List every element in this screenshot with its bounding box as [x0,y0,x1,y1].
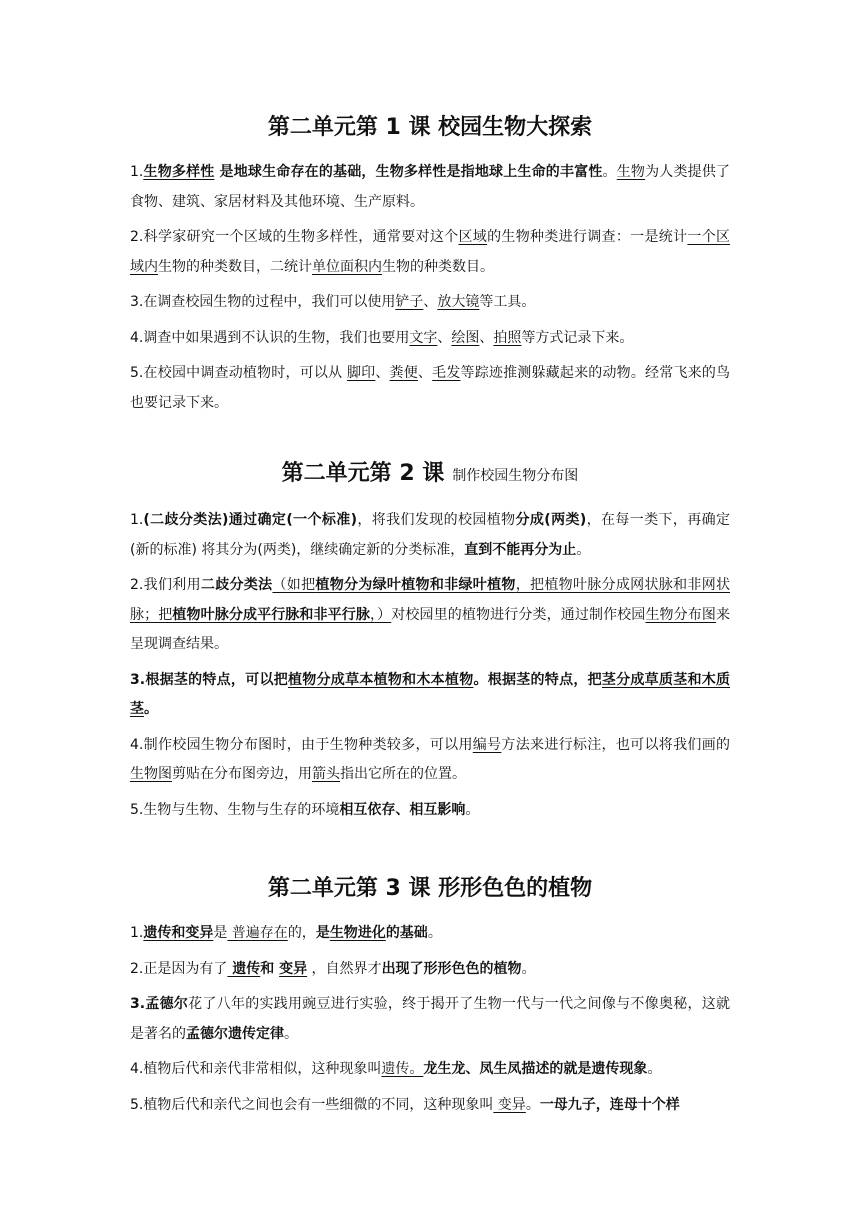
text-run: 1. [130,925,144,941]
text-run: 一个区域内 [130,229,731,275]
text-run: 箭头 [312,766,340,782]
text-run: 文字 [409,329,438,346]
section-lesson-2 [130,458,730,831]
text-run: 。 [647,1061,662,1077]
section-heading [130,112,730,144]
text-run: (二歧分类法)通过确定(一个标准) [143,512,357,528]
text-run: 5.生物与生物、生物与生存的环境 [130,801,340,818]
heading-main: 第二单元第 1 课 校园生物大探索 [267,115,593,140]
paragraph-list [130,506,730,825]
text-run: 拍照 [493,329,522,346]
text-run: 2.科学家研究一个区域的生物多样性，通常要对这个 [130,229,459,245]
text-run: 。 [284,1025,298,1042]
text-run: 植物叶脉分成平行脉和非平行脉 [172,606,371,623]
text-run: 分成(两类) [515,512,587,528]
text-run: ，自然界才 [307,960,382,977]
list-item [130,919,730,949]
text-run: 4.制作校园生物分布图时，由于生物种类较多，可以用 [130,736,473,753]
text-run: 生物 [616,164,646,180]
text-run: 是地球生命存在的基础，生物多样性是指地球上生命的丰富性 [214,164,603,180]
text-run: 、 [437,329,452,346]
text-run: 3.根据茎的特点，可以把 [130,671,288,688]
heading-subtitle: 制作校园生物分布图 [452,468,579,484]
text-run: 铲子 [395,294,424,310]
text-run: ，将我们发现的校园植物 [357,512,516,528]
text-run: 2.正是因为有了 [130,960,228,977]
list-item [130,359,730,418]
text-run: 5.植物后代和亲代之间也会有一些细微的不同，这种现象叫 [130,1096,494,1113]
text-run: 茎分成草质茎和木质茎 [130,671,731,717]
text-run: 植物分为绿叶植物和非绿叶植物 [315,577,516,593]
text-run: ，） [370,606,392,623]
text-run: 。根据茎的特点，把 [473,671,602,688]
text-run: 。 [427,925,442,941]
text-run: 绘图 [451,329,480,346]
text-run: 二歧分类法 [200,577,273,593]
text-run: 遗传 [227,960,261,977]
text-run: 编号 [472,736,502,753]
text-run: 方法来进行标注，也可以将我们画的 [501,736,731,753]
paragraph-list [130,919,730,1120]
text-run: 区域 [458,229,488,245]
text-run: 生物的种类数目，二统计 [158,258,312,275]
text-run: 。 [576,541,591,558]
text-run: 3.孟德尔 [130,996,189,1012]
heading-main: 第二单元第 3 课 形形色色的植物 [267,876,593,901]
text-run: 为人类提供了食物、建筑、家居材料及其他环境、生产原料。 [130,164,731,210]
text-run: 4.植物后代和亲代非常相似，这种现象叫 [130,1061,382,1077]
text-run: 孟德尔遗传定律 [186,1025,284,1042]
text-run: 生物进化 [329,925,386,941]
text-run: 1. [130,164,144,180]
text-run: 直到不能再分为止 [464,541,577,558]
text-run: 粪便 [389,365,418,381]
text-run: 。 [602,164,617,180]
text-run: 等方式记录下来。 [521,329,634,346]
text-run: 是 [315,925,330,941]
text-run: 脚印 [346,365,376,381]
text-run: 2.我们利用 [130,577,201,593]
section-lesson-1 [130,112,730,424]
heading-main: 第二单元第 2 课 [281,461,445,486]
section-lesson-3 [130,873,730,1126]
text-run: 等踪迹推测躲藏起来的动物。经常飞来的鸟也要记录下来。 [130,365,731,411]
text-run: 。 [521,960,536,977]
text-run: 龙生龙、凤生凤描述的就是遗传现象 [423,1061,648,1077]
list-item [130,288,730,318]
list-item [130,955,730,985]
text-run: 。 [144,701,158,717]
text-run: （如把 [272,577,316,593]
text-run: 植物分成草本植物和木本植物 [288,671,474,688]
text-run: 剪贴在分布图旁边，用 [172,766,312,782]
text-run: 生物多样性 [143,164,215,180]
list-item [130,731,730,790]
text-run: ，把植物叶脉分成网状脉和非网状脉；把 [130,577,731,623]
text-run: 、 [417,365,433,381]
text-run: 指出它所在的位置。 [340,766,466,782]
text-run: 毛发 [432,365,461,381]
list-item [130,796,730,826]
text-run: 对校园里的植物进行分类，通过制作校园 [391,606,646,623]
list-item [130,990,730,1049]
text-run: 花了八年的实践用豌豆进行实验，终于揭开了生物一代与一代之间像与不像奥秘，这就是著名的 [130,996,731,1042]
list-item [130,223,730,282]
text-run: 来呈现调查结果。 [130,606,731,652]
text-run: 普遍存在 [227,925,288,941]
list-item [130,324,730,354]
list-item [130,158,730,217]
text-run: 、 [479,329,494,346]
text-run: 变异 [279,960,308,977]
text-run: 3.在调查校园生物的过程中，我们可以使用 [130,294,396,310]
list-item [130,1055,730,1085]
text-run: 的， [287,925,316,941]
text-run: 、 [375,365,390,381]
list-item [130,1091,730,1121]
text-run: 生物图 [130,766,172,782]
text-run: 。 [525,1096,540,1113]
list-item [130,571,730,660]
text-run: ，在每一类下，再确定(新的标准) 将其分为(两类)，继续确定新的分类标准， [130,512,731,558]
section-heading [130,873,730,905]
text-run: 5.在校园中调查动植物时，可以从 [130,365,347,381]
text-run: 放大镜 [437,294,480,310]
text-run: 生物的种类数目。 [382,258,494,275]
paragraph-list [130,158,730,418]
text-run: 4.调查中如果遇到不认识的生物，我们也要用 [130,329,410,346]
text-run: 生物分布图 [645,606,717,623]
text-run: 单位面积内 [312,258,382,275]
text-run: 1. [130,512,144,528]
text-run: 变异 [493,1096,526,1113]
list-item [130,666,730,725]
text-run: 的生物种类进行调查：一是统计 [487,229,688,245]
text-run: 出现了形形色色的植物 [381,960,522,977]
text-run: 一母九子，连母十个样 [539,1096,680,1113]
text-run: 相互依存、相互影响 [339,801,466,818]
text-run: 、 [423,294,438,310]
text-run: 是 [213,925,228,941]
list-item [130,506,730,565]
section-heading [130,458,730,492]
text-run: 遗传。 [381,1061,424,1077]
text-run: 。 [465,801,480,818]
text-run: 和 [260,960,280,977]
text-run: 等工具。 [479,294,536,310]
text-run: 的基础 [385,925,428,941]
text-run: 遗传和变异 [143,925,214,941]
